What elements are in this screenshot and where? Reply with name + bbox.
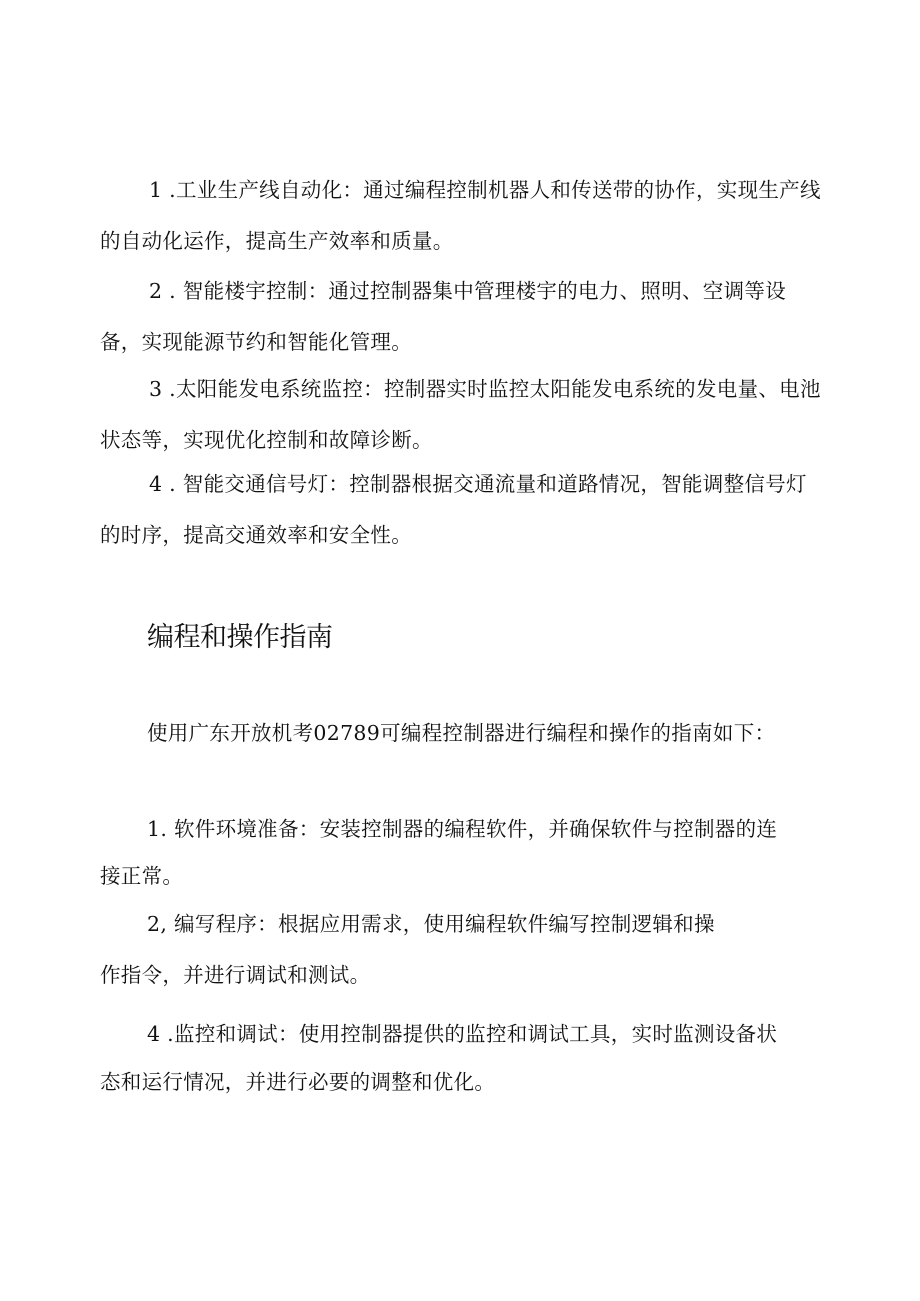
application-item-4: 4 . 智能交通信号灯：控制器根据交通流量和道路情况，智能调整信号灯的时序，提高交通效率和安全性。 bbox=[100, 472, 807, 547]
guide-intro: 使用广东开放机考02789可编程控制器进行编程和操作的指南如下： bbox=[147, 721, 776, 745]
application-item-3: 3 .太阳能发电系统监控：控制器实时监控太阳能发电系统的发电量、电池状态等，实现优化控制和故障诊断。 bbox=[100, 377, 821, 452]
application-item-2: 2 . 智能楼宇控制：通过控制器集中管理楼宇的电力、照明、空调等设备，实现能源节约和智能化管理。 bbox=[100, 279, 786, 354]
guide-step-2-line-1: 2, 编写程序：根据应用需求，使用编程软件编写控制逻辑和操 bbox=[147, 912, 715, 936]
guide-step-1-line-1: 1. 软件环境准备：安装控制器的编程软件，并确保软件与控制器的连 bbox=[147, 817, 778, 841]
section-heading: 编程和操作指南 bbox=[147, 622, 333, 653]
application-item-1: 1 .工业生产线自动化：通过编程控制机器人和传送带的协作，实现生产线的自动化运作，提高生产效率和质量。 bbox=[100, 178, 821, 253]
guide-step-4-line-1: 4 .监控和调试：使用控制器提供的监控和调试工具，实时监测设备状 bbox=[147, 1022, 778, 1046]
guide-step-4-line-2: 态和运行情况，并进行必要的调整和优化。 bbox=[100, 1070, 496, 1094]
guide-step-1-line-2: 接正常。 bbox=[100, 864, 184, 888]
guide-step-2-line-2: 作指令，并进行调试和测试。 bbox=[100, 963, 371, 987]
